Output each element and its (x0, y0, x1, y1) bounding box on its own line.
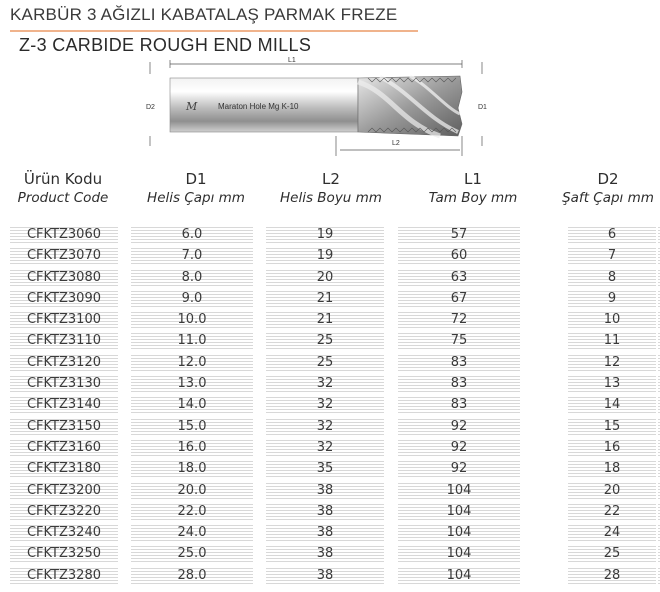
l2-cell: 21 (266, 289, 384, 308)
l2-cell: 32 (266, 374, 384, 393)
table-row (0, 416, 660, 437)
table-row (0, 267, 660, 288)
product-code-cell: CFKTZ3060 (10, 225, 118, 244)
header-subtitle: Product Code (17, 190, 109, 206)
l1-cell: 104 (398, 523, 520, 542)
d1-cell: 8.0 (131, 268, 253, 287)
end-mill-drawing (140, 52, 500, 162)
d2-cell: 16 (568, 438, 656, 457)
page-title-turkish: KARBÜR 3 AĞIZLI KABATALAŞ PARMAK FREZE (10, 5, 398, 24)
header-subtitle: Şaft Çapı mm (562, 190, 654, 206)
product-code-cell: CFKTZ3250 (10, 544, 118, 563)
l1-cell: 104 (398, 544, 520, 563)
d1-cell: 6.0 (131, 225, 253, 244)
column-header-d2 (556, 170, 660, 208)
svg-text:M: M (186, 100, 198, 113)
d1-cell: 28.0 (131, 566, 253, 585)
d2-cell: 10 (568, 310, 656, 329)
l2-cell: 32 (266, 417, 384, 436)
l1-cell: 57 (398, 225, 520, 244)
product-code-cell: CFKTZ3070 (10, 246, 118, 265)
d1-cell: 10.0 (131, 310, 253, 329)
d1-cell: 7.0 (131, 246, 253, 265)
l2-cell: 25 (266, 331, 384, 350)
d1-cell: 24.0 (131, 523, 253, 542)
l1-cell: 92 (398, 438, 520, 457)
l1-cell: 83 (398, 395, 520, 414)
d1-cell: 18.0 (131, 459, 253, 478)
d2-cell: 12 (568, 353, 656, 372)
d1-cell: 11.0 (131, 331, 253, 350)
d1-cell: 25.0 (131, 544, 253, 563)
l1-cell: 104 (398, 481, 520, 500)
table-row (0, 352, 660, 373)
header-title: D1 (185, 170, 207, 188)
l1-cell: 60 (398, 246, 520, 265)
d2-cell: 24 (568, 523, 656, 542)
d2-cell: 11 (568, 331, 656, 350)
product-code-cell: CFKTZ3080 (10, 268, 118, 287)
table-row (0, 565, 660, 586)
header-title: L2 (322, 170, 340, 188)
d1-cell: 15.0 (131, 417, 253, 436)
table-row (0, 437, 660, 458)
d2-cell: 13 (568, 374, 656, 393)
product-code-cell: CFKTZ3090 (10, 289, 118, 308)
d2-cell: 14 (568, 395, 656, 414)
column-header-product-code (4, 170, 122, 208)
table-row (0, 501, 660, 522)
d2-cell: 22 (568, 502, 656, 521)
d2-cell: 9 (568, 289, 656, 308)
table-row (0, 458, 660, 479)
l1-cell: 92 (398, 459, 520, 478)
product-code-cell: CFKTZ3200 (10, 481, 118, 500)
l1-cell: 104 (398, 502, 520, 521)
d1-cell: 14.0 (131, 395, 253, 414)
l1-cell: 92 (398, 417, 520, 436)
header-title: D2 (597, 170, 619, 188)
l1-cell: 83 (398, 374, 520, 393)
d2-cell: 25 (568, 544, 656, 563)
l2-cell: 19 (266, 225, 384, 244)
label-d2: D2 (146, 104, 155, 111)
d2-cell: 15 (568, 417, 656, 436)
page-title-english: Z-3 CARBIDE ROUGH END MILLS (19, 35, 312, 55)
l1-cell: 83 (398, 353, 520, 372)
l1-cell: 75 (398, 331, 520, 350)
table-row (0, 522, 660, 543)
l2-cell: 38 (266, 544, 384, 563)
table-row (0, 394, 660, 415)
d1-cell: 22.0 (131, 502, 253, 521)
d2-cell: 28 (568, 566, 656, 585)
product-code-cell: CFKTZ3160 (10, 438, 118, 457)
header-title: Ürün Kodu (23, 170, 103, 188)
product-code-cell: CFKTZ3150 (10, 417, 118, 436)
l2-cell: 38 (266, 523, 384, 542)
d2-cell: 18 (568, 459, 656, 478)
product-code-cell: CFKTZ3140 (10, 395, 118, 414)
l1-cell: 104 (398, 566, 520, 585)
header-subtitle: Helis Boyu mm (280, 190, 382, 206)
column-header-l1 (398, 170, 548, 208)
table-row (0, 245, 660, 266)
table-row (0, 330, 660, 351)
product-code-cell: CFKTZ3240 (10, 523, 118, 542)
table-row (0, 373, 660, 394)
d2-cell: 6 (568, 225, 656, 244)
header-title: L1 (464, 170, 482, 188)
l2-cell: 38 (266, 481, 384, 500)
product-code-cell: CFKTZ3120 (10, 353, 118, 372)
header-subtitle: Tam Boy mm (428, 190, 518, 206)
product-code-cell: CFKTZ3280 (10, 566, 118, 585)
l2-cell: 20 (266, 268, 384, 287)
l2-cell: 38 (266, 502, 384, 521)
title-underline (10, 30, 418, 32)
product-code-cell: CFKTZ3130 (10, 374, 118, 393)
column-header-d1 (131, 170, 261, 208)
d1-cell: 16.0 (131, 438, 253, 457)
table-row (0, 480, 660, 501)
table-row (0, 543, 660, 564)
table-row (0, 288, 660, 309)
table-row (0, 309, 660, 330)
l2-cell: 19 (266, 246, 384, 265)
l2-cell: 38 (266, 566, 384, 585)
d1-cell: 12.0 (131, 353, 253, 372)
l2-cell: 32 (266, 395, 384, 414)
d2-cell: 7 (568, 246, 656, 265)
product-code-cell: CFKTZ3110 (10, 331, 118, 350)
l2-cell: 25 (266, 353, 384, 372)
product-code-cell: CFKTZ3220 (10, 502, 118, 521)
l2-cell: 35 (266, 459, 384, 478)
d1-cell: 20.0 (131, 481, 253, 500)
label-d1: D1 (478, 104, 487, 111)
d2-cell: 20 (568, 481, 656, 500)
d2-cell: 8 (568, 268, 656, 287)
column-header-l2 (266, 170, 396, 208)
l2-cell: 32 (266, 438, 384, 457)
l2-cell: 21 (266, 310, 384, 329)
d1-cell: 13.0 (131, 374, 253, 393)
header-subtitle: Helis Çapı mm (147, 190, 245, 206)
table-row (0, 224, 660, 245)
shank-engraving: Maraton Hole Mg K-10 (218, 102, 299, 111)
l1-cell: 63 (398, 268, 520, 287)
l1-cell: 72 (398, 310, 520, 329)
l1-cell: 67 (398, 289, 520, 308)
product-table (0, 224, 660, 586)
product-code-cell: CFKTZ3100 (10, 310, 118, 329)
d1-cell: 9.0 (131, 289, 253, 308)
label-l1: L1 (288, 57, 296, 64)
label-l2: L2 (392, 140, 400, 147)
product-code-cell: CFKTZ3180 (10, 459, 118, 478)
